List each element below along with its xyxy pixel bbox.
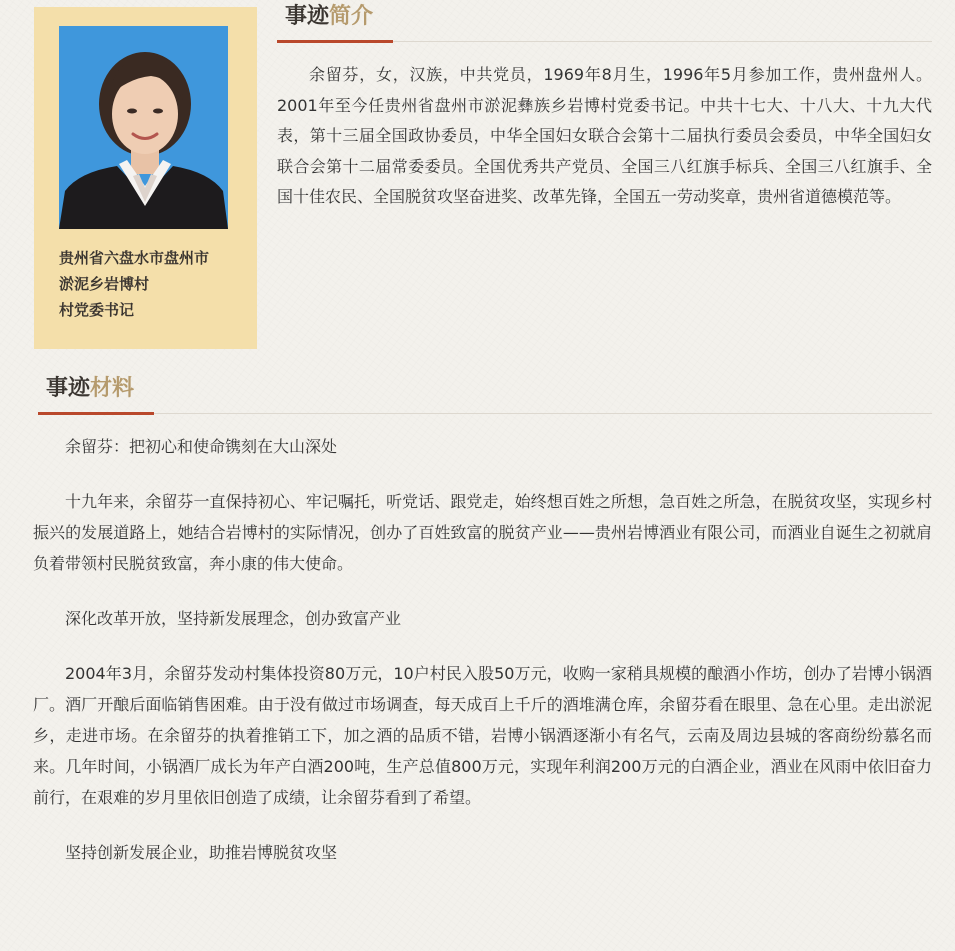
article-headline: 余留芬：把初心和使命镌刻在大山深处	[65, 437, 338, 456]
caption-line-position: 村党委书记	[59, 301, 135, 319]
intro-paragraph: 余留芬，女，汉族，中共党员，1969年8月生，1996年5月参加工作，贵州盘州人。2001年至今任贵州省盘州市淤泥彝族乡岩博村党委书记。中共十七大、十八大、十九大代表，第十三届全国政协委员，中华全国妇女联合会第十二届执行委员会委员，中华全国妇女联合会第十二届常委委员。全国优秀共产党员、全国三八红旗手标兵、全国三八红旗手、全国十佳农民、全国脱贫攻坚奋进奖、改革先锋，全国五一劳动奖章，贵州省道德模范等。	[277, 65, 932, 206]
material-body	[33, 431, 932, 892]
material-title-gold: 材料	[90, 376, 135, 401]
material-title-dark: 事迹	[46, 376, 91, 401]
article-paragraph: 2004年3月，余留芬发动村集体投资80万元，10户村民入股50万元，收购一家稍具规模的酿酒小作坊，创办了岩博小锅酒厂。酒厂开酿后面临销售困难。由于没有做过市场调查，每天成百上千斤的酒堆满仓库，余留芬看在眼里、急在心里。走出淤泥乡，走进市场。在余留芬的执着推销工下，加之酒的品质不错，岩博小锅酒逐渐小有名气，云南及周边县城的客商纷纷慕名而来。几年时间，小锅酒厂成长为年产白酒200吨，生产总值800万元，实现年利润200万元的白酒企业，酒业在风雨中依旧奋力前行，在艰难的岁月里依旧创造了成绩，让余留芬看到了希望。	[33, 664, 932, 807]
caption-line-location: 贵州省六盘水市盘州市	[59, 249, 210, 267]
profile-caption	[59, 245, 249, 323]
article-subheading: 深化改革开放，坚持新发展理念，创办致富产业	[65, 609, 402, 628]
profile-card	[34, 7, 257, 349]
intro-section-title	[285, 4, 373, 30]
material-title-underline	[38, 412, 154, 415]
material-section-title	[46, 376, 134, 402]
material-section-heading	[38, 375, 932, 414]
caption-line-village: 淤泥乡岩博村	[59, 275, 150, 293]
intro-title-gold: 简介	[329, 4, 374, 29]
intro-section-heading	[277, 3, 932, 42]
article-subheading: 坚持创新发展企业，助推岩博脱贫攻坚	[65, 843, 338, 862]
intro-title-dark: 事迹	[285, 4, 330, 29]
portrait-photo	[59, 26, 228, 229]
intro-title-underline	[277, 40, 393, 43]
article-paragraph: 十九年来，余留芬一直保持初心、牢记嘱托，听党话、跟党走，始终想百姓之所想，急百姓之所急，在脱贫攻坚，实现乡村振兴的发展道路上，她结合岩博村的实际情况，创办了百姓致富的脱贫产业——贵州岩博酒业有限公司，而酒业自诞生之初就肩负着带领村民脱贫致富，奔小康的伟大使命。	[33, 492, 932, 573]
